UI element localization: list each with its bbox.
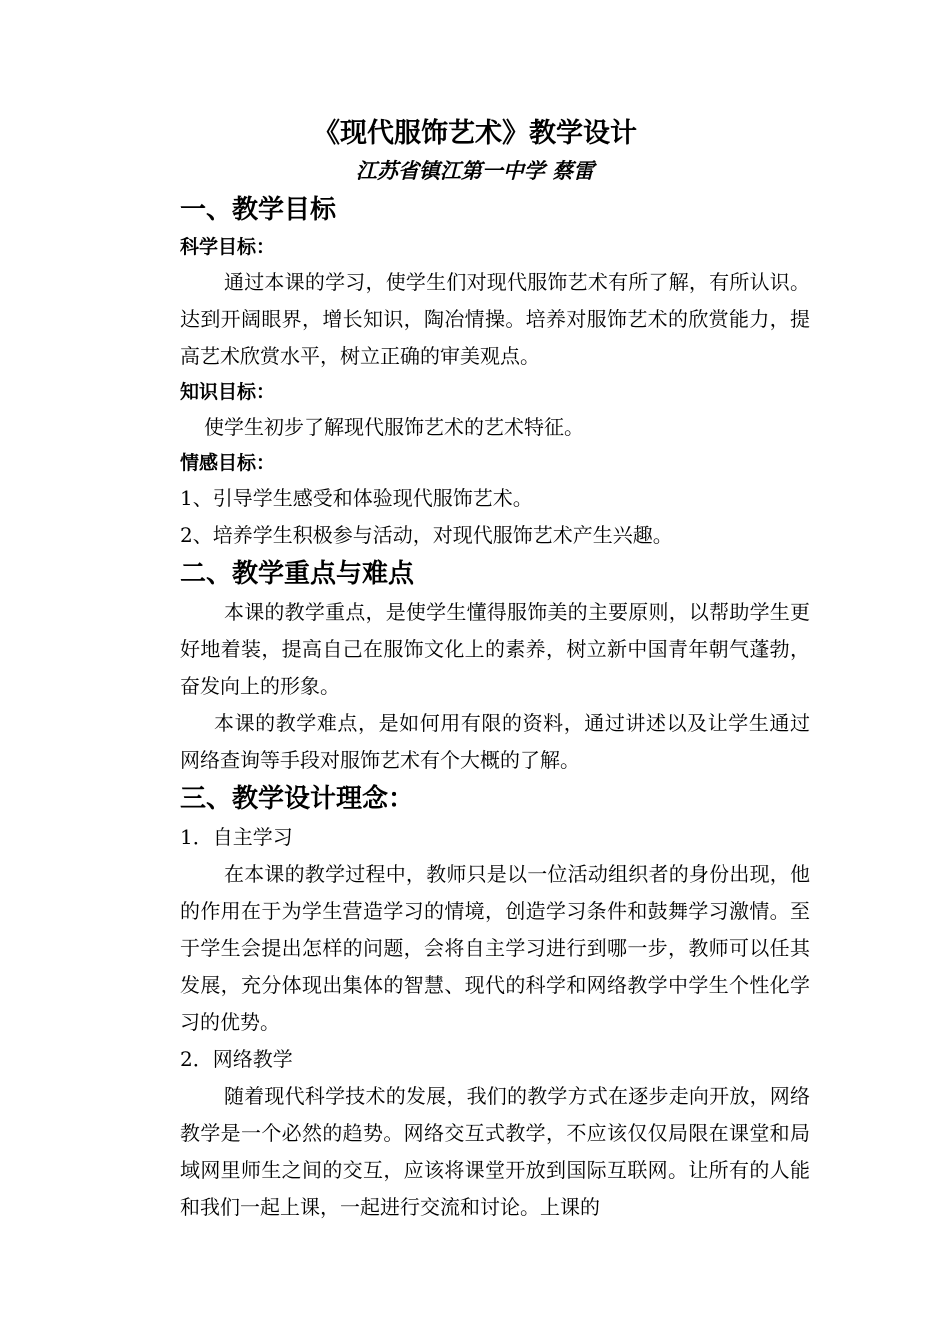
document-author: 江苏省镇江第一中学 蔡雷 xyxy=(355,158,595,183)
science-goal-label: 科学目标： xyxy=(180,236,276,258)
document-title: 《现代服饰艺术》教学设计 xyxy=(313,118,637,149)
emotion-goal-label: 情感目标： xyxy=(180,452,276,474)
knowledge-goal-label: 知识目标： xyxy=(180,381,276,403)
key-point-paragraph: 本课的教学重点，是使学生懂得服饰美的主要原则，以帮助学生更好地着装，提高自己在服饰文化上的素养，树立新中国青年朝气蓬勃，奋发向上的形象。 xyxy=(180,600,810,698)
emotion-goal-item: 2、培养学生积极参与活动，对现代服饰艺术产生兴趣。 xyxy=(180,523,673,547)
knowledge-goal-text: 使学生初步了解现代服饰艺术的艺术特征。 xyxy=(204,415,584,439)
science-goal-text: 通过本课的学习，使学生们对现代服饰艺术有所了解，有所认识。达到开阔眼界，增长知识，陶冶情操。培养对服饰艺术的欣赏能力，提高艺术欣赏水平，树立正确的审美观点。 xyxy=(180,270,810,368)
document-body xyxy=(180,190,810,1226)
concept-item-title: 1．自主学习 xyxy=(180,825,293,849)
difficulty-paragraph: 本课的教学难点，是如何用有限的资料，通过讲述以及让学生通过网络查询等手段对服饰艺术有个大概的了解。 xyxy=(180,711,810,772)
emotion-goal-item: 1、引导学生感受和体验现代服饰艺术。 xyxy=(180,486,533,510)
section-heading-design-concept: 三、教学设计理念： xyxy=(180,784,415,814)
concept-item-text: 在本课的教学过程中，教师只是以一位活动组织者的身份出现，他的作用在于为学生营造学习的情境，创造学习条件和鼓舞学习激情。至于学生会提出怎样的问题，会将自主学习进行到哪一步，教师可以任其发展，充分体现出集体的智慧、现代的科学和网络教学中学生个性化学习的优势。 xyxy=(180,862,810,1034)
section-heading-objectives: 一、教学目标 xyxy=(180,195,337,225)
section-heading-key-points: 二、教学重点与难点 xyxy=(180,559,415,589)
concept-item-title: 2．网络教学 xyxy=(180,1047,293,1071)
concept-item-text: 随着现代科学技术的发展，我们的教学方式在逐步走向开放，网络教学是一个必然的趋势。网络交互式教学，不应该仅仅局限在课堂和局域网里师生之间的交互，应该将课堂开放到国际互联网。让所有的人能和我们一起上课，一起进行交流和讨论。上课的 xyxy=(180,1084,810,1219)
